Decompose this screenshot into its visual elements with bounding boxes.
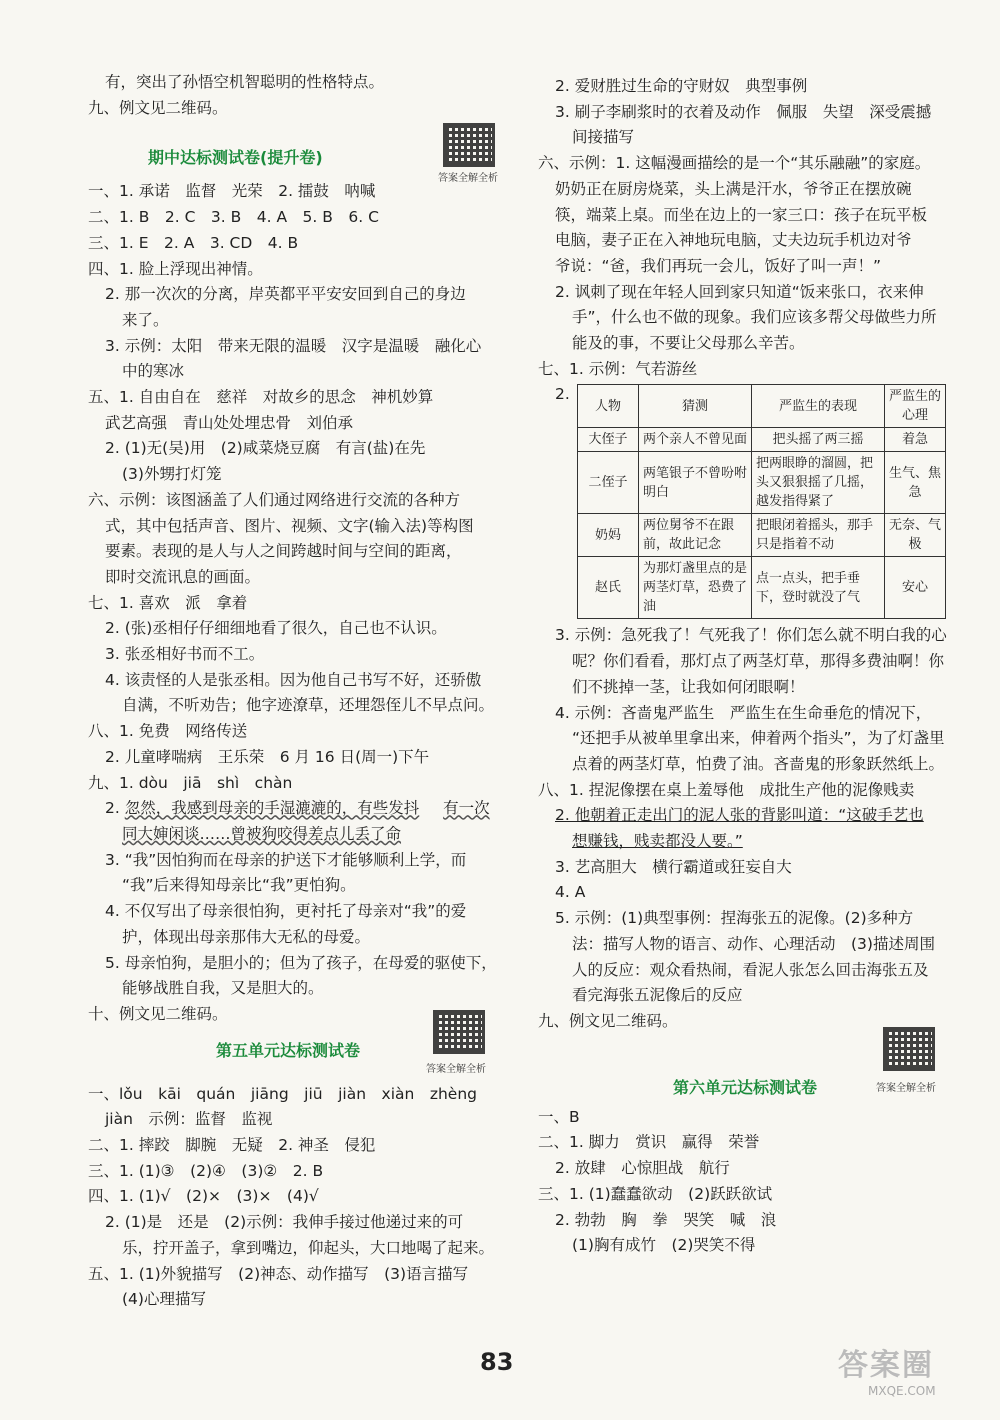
text-line: 中的寒冰 [122,362,185,381]
text-line: 2. 儿童哮喘病 王乐荣 6 月 16 日(周一)下午 [105,747,430,766]
underlined-answer: 同大婶闲谈……曾被狗咬得差点儿丢了命 [122,824,402,843]
watermark-logo: 答案圈 [838,1348,934,1383]
text-line: 3. 示例：太阳 带来无限的温暖 汉字是温暖 融化心 [105,336,482,355]
text-line: 呢？你们看看，那灯点了两茎灯草，那得多费油啊！你 [572,652,945,671]
text-line: 三、1. (1)③ (2)④ (3)② 2. B [88,1161,324,1180]
table-cell: 着急 [885,428,946,452]
text-line: “我”后来得知母亲比“我”更怕狗。 [122,876,356,895]
table-cell: 为那灯盏里点的是两茎灯草，恐费了油 [639,557,752,619]
text-line: 们不挑掉一茎，让我如何闭眼啊！ [572,677,805,696]
text-line: 筷，端菜上桌。而坐在边上的一家三口：孩子在玩平板 [555,205,928,224]
qr-caption: 答案全解全析 [438,173,498,185]
text-line: (4)心理描写 [122,1290,206,1309]
text-line: 人的反应：观众看热闹，看泥人张怎么回击海张五及 [572,960,929,979]
table-cell: 奶妈 [578,514,639,557]
text-line: 来了。 [122,310,169,329]
text-line: 六、示例：1. 这幅漫画描绘的是一个“其乐融融”的家庭。 [538,154,931,173]
table-cell: 赵氏 [578,557,639,619]
text-line [88,822,508,848]
text-line: 点着的两茎灯草，怕费了油。吝啬鬼的形象跃然纸上。 [572,754,945,773]
text-line: 2. 勃勃 胸 拳 哭笑 喊 浪 [555,1210,777,1229]
section-header [88,1028,508,1082]
text-line: 能够战胜自我，又是胆大的。 [122,979,324,998]
text-line: 三、1. (1)蠢蠢欲动 (2)跃跃欲试 [538,1184,773,1203]
text-line: 护，体现出母亲那伟大无私的母爱。 [122,927,371,946]
page-number: 83 [480,1348,514,1376]
text-line: 2. (1)无(吴)用 (2)咸菜烧豆腐 有言(盐)在先 [105,439,426,458]
table-header: 猜测 [639,385,752,428]
text-line: 五、1. (1)外貌描写 (2)神态、动作描写 (3)语言描写 [88,1264,469,1283]
text-line: 能及的事，不要让父母那么辛苦。 [572,334,805,353]
text-line: 武艺高强 青山处处埋忠骨 刘伯承 [105,413,354,432]
text-line: 3. 艺高胆大 横行霸道或狂妄自大 [555,857,792,876]
text-line: 四、1. (1)√ (2)× (3)× (4)√ [88,1187,319,1206]
table-row [578,428,946,452]
text-line: 5. 母亲怕狗，是胆小的；但为了孩子，在母爱的驱使下， [105,953,497,972]
text-line: 看完海张五泥像后的反应 [572,986,743,1005]
text-line: 八、1. 捏泥像摆在桌上羞辱他 成批生产他的泥像贱卖 [538,780,915,799]
text-line: 二、1. 脚力 赏识 赢得 荣誉 [538,1133,760,1152]
table-cell: 把眼闭着摇头，那手只是指着不动 [752,514,885,557]
text-line: 2. (1)是 还是 (2)示例：我伸手接过他递过来的可 [105,1213,464,1232]
text-line: 手”，什么也不做的现象。我们应该多帮父母做些力所 [572,308,937,327]
table-cell: 把头摇了两三摇 [752,428,885,452]
text-line: jiàn 示例：监督 监视 [105,1110,273,1129]
text-line: 2. 爱财胜过生命的守财奴 典型事例 [555,77,808,95]
text-line: 二、1. 摔跤 脚腕 无疑 2. 神圣 侵犯 [88,1136,376,1155]
underlined-answer: 有一次 [443,799,490,818]
table-cell: 两个亲人不曾见面 [639,428,752,452]
qr-caption: 答案全解全析 [426,1063,486,1075]
text-line: 九、1. dòu jiā shì chàn [88,773,293,792]
table-cell: 点一点头，把手垂下，登时就没了气 [752,557,885,619]
table-row [578,514,946,557]
qr-caption: 答案全解全析 [876,1082,936,1094]
section-header [538,1035,953,1105]
table-header: 人物 [578,385,639,428]
qr-code-icon[interactable] [883,1027,935,1071]
text-line: 5. 示例：(1)典型事例：捏海张五的泥像。(2)多种方 [555,909,914,928]
table-block [538,382,953,623]
text-line: 式，其中包括声音、图片、视频、文字(输入法)等构图 [105,516,474,535]
text-line: 4. 不仅写出了母亲很怕狗，更衬托了母亲对“我”的爱 [105,902,467,921]
text-line: 电脑，妻子正在入神地玩电脑，丈夫边玩手机边对爷 [555,231,912,250]
watermark-url: MXQE.COM [868,1384,936,1398]
text-line: 3. 张丞相好书而不工。 [105,645,265,664]
section-title: 第五单元达标测试卷 [216,1040,361,1060]
table-row [578,452,946,514]
text-line: 3. 示例：急死我了！气死我了！你们怎么就不明白我的心 [555,626,947,645]
text-line: 3. 刷子李刷浆时的衣着及动作 佩服 失望 深受震撼 [555,102,932,121]
underlined-answer: 2. 他朝着正走出门的泥人张的背影叫道：“这破手艺也 [555,806,924,825]
text-line: 九、例文见二维码。 [88,98,228,117]
text-line: 一、B [538,1107,580,1126]
text-line: 自满，不听劝告；他字迹潦草，还埋怨侄儿不早点问。 [122,696,495,715]
text-line: 三、1. E 2. A 3. CD 4. B [88,233,299,252]
text-line: 2. (张)丞相仔仔细细地看了很久，自己也不认识。 [105,619,447,638]
section-title: 第六单元达标测试卷 [673,1077,818,1097]
text-line: 九、例文见二维码。 [538,1011,678,1030]
table-cell: 生气、焦急 [885,452,946,514]
left-column [88,70,508,1313]
text-line: 间接描写 [572,128,635,147]
section-title: 期中达标测试卷(提升卷) [148,148,323,168]
table-header: 严监生的心理 [885,385,946,428]
text-line: 2. 那一次次的分离，岸英都平平安安回到自己的身边 [105,285,466,304]
text-line: 四、1. 脸上浮现出神情。 [88,259,263,278]
text-line: 奶奶正在厨房烧菜，头上满是汗水，爷爷正在摆放碗 [555,179,912,198]
qr-code-icon[interactable] [443,123,495,167]
item-number: 2. [555,385,570,404]
underlined-answer: 忽然，我感到母亲的手湿漉漉的，有些发抖 [124,799,420,818]
text-line: 3. “我”因怕狗而在母亲的护送下才能够顺利上学，而 [105,850,467,869]
text-line: (3)外甥打灯笼 [122,465,222,484]
text-line: 七、1. 喜欢 派 拿着 [88,593,248,612]
table-cell: 大侄子 [578,428,639,452]
table-cell: 两笔银子不曾吩咐明白 [639,452,752,514]
text-line: 即时交流讯息的画面。 [105,567,261,586]
text-line [538,803,953,829]
table-cell: 安心 [885,557,946,619]
text-line: “还把手从被单里拿出来，伸着两个指头”，为了灯盏里 [572,729,945,748]
answer-table [577,384,946,619]
text-line [538,829,953,855]
text-line: 爷说：“爸，我们再玩一会儿，饭好了叫一声！” [555,256,882,275]
text-line: 乐，拧开盖子，拿到嘴边，仰起头，大口地喝了起来。 [122,1238,495,1257]
section-header [88,121,508,185]
text-line: 4. 示例：吝啬鬼严监生 严监生在生命垂危的情况下， [555,703,932,722]
table-cell: 无奈、气极 [885,514,946,557]
table-cell: 把两眼睁的溜圆，把头又狠狠摇了几摇，越发指得紧了 [752,452,885,514]
text-line: 2. 讽刺了现在年轻人回到家只知道“饭来张口，衣来伸 [555,282,924,301]
text-line: 五、1. 自由自在 慈祥 对故乡的思念 神机妙算 [88,388,434,407]
text-line: (1)胸有成竹 (2)哭笑不得 [572,1236,756,1255]
table-cell: 二侄子 [578,452,639,514]
table-cell: 两位舅爷不在跟前，故此记念 [639,514,752,557]
text-line: 要素。表现的是人与人之间跨越时间与空间的距离， [105,542,462,561]
text-line: 二、1. B 2. C 3. B 4. A 5. B 6. C [88,208,379,227]
text-line: 六、示例：该图涵盖了人们通过网络进行交流的各种方 [88,490,461,509]
text-line: 4. 该责怪的人是张丞相。因为他自己书写不好，还骄傲 [105,670,482,689]
underlined-answer: 想赚钱，贱卖都没人要。” [572,832,743,851]
table-header: 严监生的表现 [752,385,885,428]
text-line: 4. A [555,883,586,902]
text-line: 一、lǒu kāi quán jiāng jiū jiàn xiàn zhèng [88,1084,477,1103]
text-line [88,796,508,822]
text-line: 八、1. 免费 网络传送 [88,722,248,741]
qr-code-icon[interactable] [433,1010,485,1054]
text-line: 法：描写人物的语言、动作、心理活动 (3)描述周围 [572,934,935,953]
right-column [538,74,953,1259]
text-line: 2. 放肆 心惊胆战 航行 [555,1159,730,1178]
item-number: 2. [105,799,120,818]
text-line: 十、例文见二维码。 [88,1004,228,1023]
text-line: 有，突出了孙悟空机智聪明的性格特点。 [105,73,385,91]
text-line: 七、1. 示例：气若游丝 [538,359,698,378]
text-line: 一、1. 承诺 监督 光荣 2. 擂鼓 呐喊 [88,182,376,201]
table-row [578,557,946,619]
